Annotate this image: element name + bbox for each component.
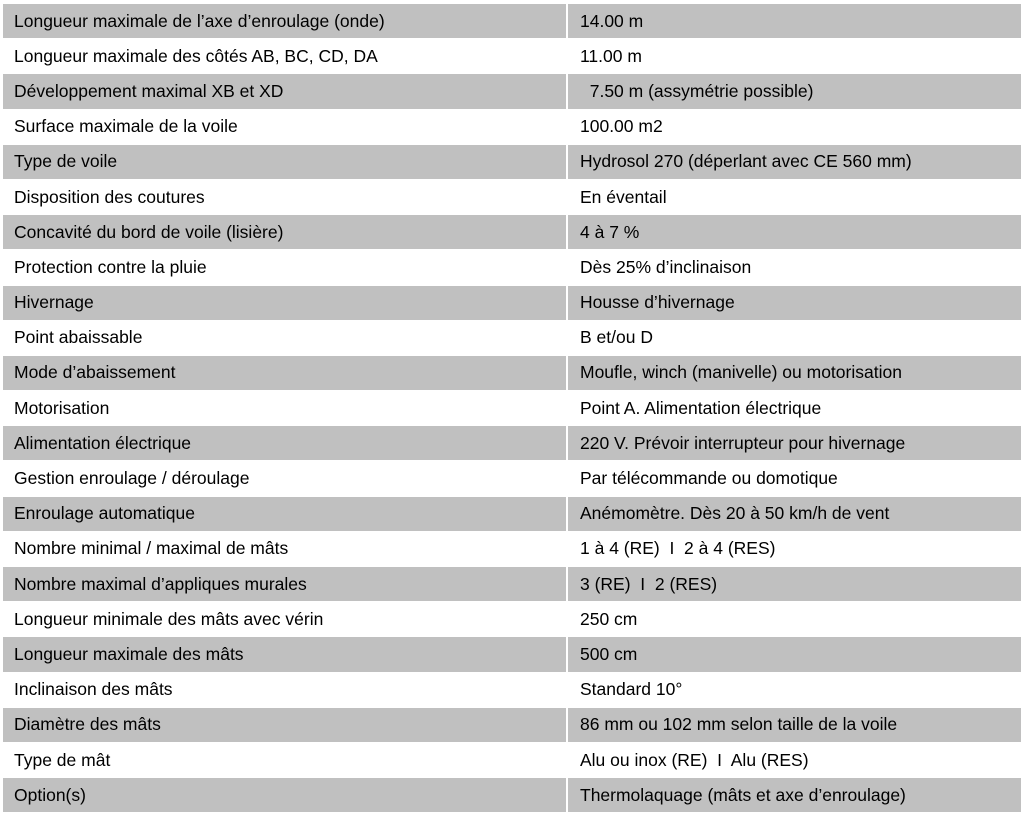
table-row [3,461,1021,496]
row-value: Standard 10° [567,672,1021,707]
table-row [3,320,1021,355]
table-row [3,707,1021,742]
table-row [3,531,1021,566]
table-row [3,742,1021,777]
row-value: 7.50 m (assymétrie possible) [567,74,1021,109]
table-row [3,637,1021,672]
table-row [3,179,1021,214]
row-value: B et/ou D [567,320,1021,355]
row-label: Longueur maximale des mâts [3,637,567,672]
row-label: Type de mât [3,742,567,777]
row-label: Nombre minimal / maximal de mâts [3,531,567,566]
row-label: Développement maximal XB et XD [3,74,567,109]
row-value: 14.00 m [567,4,1021,39]
row-label: Surface maximale de la voile [3,109,567,144]
row-label: Motorisation [3,391,567,426]
row-value: 250 cm [567,602,1021,637]
row-label: Nombre maximal d’appliques murales [3,567,567,602]
row-value: Thermolaquage (mâts et axe d’enroulage) [567,778,1021,813]
row-value: Hydrosol 270 (déperlant avec CE 560 mm) [567,144,1021,179]
row-value: 100.00 m2 [567,109,1021,144]
row-value: Anémomètre. Dès 20 à 50 km/h de vent [567,496,1021,531]
table-row [3,74,1021,109]
row-value: 11.00 m [567,39,1021,74]
row-value: 4 à 7 % [567,215,1021,250]
row-label: Longueur maximale de l’axe d’enroulage (onde) [3,4,567,39]
table-row [3,426,1021,461]
row-label: Concavité du bord de voile (lisière) [3,215,567,250]
table-row [3,285,1021,320]
row-value: Par télécommande ou domotique [567,461,1021,496]
row-label: Point abaissable [3,320,567,355]
table-row [3,4,1021,39]
row-label: Longueur minimale des mâts avec vérin [3,602,567,637]
table-row [3,215,1021,250]
table-row [3,355,1021,390]
row-value: 86 mm ou 102 mm selon taille de la voile [567,707,1021,742]
row-label: Longueur maximale des côtés AB, BC, CD, DA [3,39,567,74]
row-value: Point A. Alimentation électrique [567,391,1021,426]
row-label: Type de voile [3,144,567,179]
table-row [3,109,1021,144]
table-row [3,672,1021,707]
row-value: 500 cm [567,637,1021,672]
row-value: Dès 25% d’inclinaison [567,250,1021,285]
table-row [3,496,1021,531]
row-value: Housse d’hivernage [567,285,1021,320]
row-label: Hivernage [3,285,567,320]
row-label: Disposition des coutures [3,179,567,214]
table-row [3,250,1021,285]
row-label: Enroulage automatique [3,496,567,531]
row-label: Diamètre des mâts [3,707,567,742]
table-row [3,39,1021,74]
row-value: Moufle, winch (manivelle) ou motorisation [567,355,1021,390]
row-value: 220 V. Prévoir interrupteur pour hivernage [567,426,1021,461]
row-label: Gestion enroulage / déroulage [3,461,567,496]
table-row [3,602,1021,637]
spec-table [3,3,1021,813]
row-value: Alu ou inox (RE) I Alu (RES) [567,742,1021,777]
row-value: 3 (RE) I 2 (RES) [567,567,1021,602]
table-row [3,391,1021,426]
row-value: 1 à 4 (RE) I 2 à 4 (RES) [567,531,1021,566]
row-label: Option(s) [3,778,567,813]
table-row [3,567,1021,602]
spec-table-body [3,4,1021,813]
row-label: Alimentation électrique [3,426,567,461]
row-label: Protection contre la pluie [3,250,567,285]
row-value: En éventail [567,179,1021,214]
table-row [3,778,1021,813]
row-label: Inclinaison des mâts [3,672,567,707]
row-label: Mode d’abaissement [3,355,567,390]
table-row [3,144,1021,179]
